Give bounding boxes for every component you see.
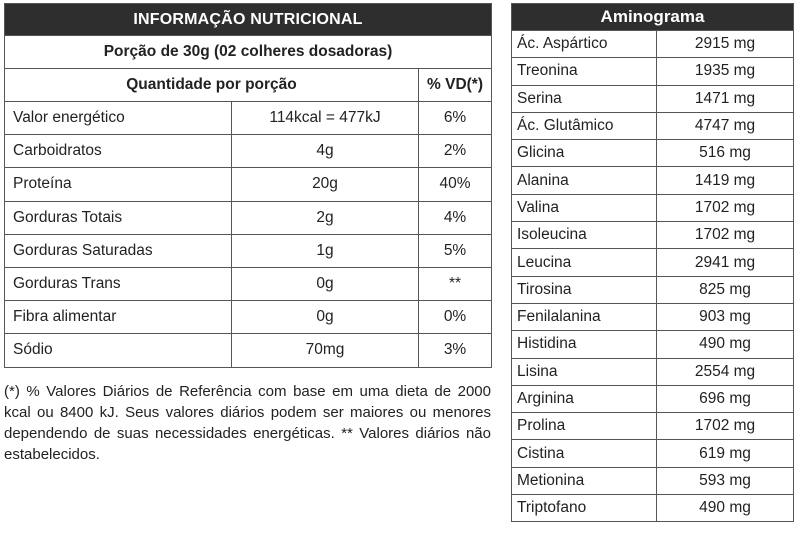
- amino-acid-name: Cistina: [512, 440, 657, 467]
- nutrition-footnote: (*) % Valores Diários de Referência com base em uma dieta de 2000 kcal ou 8400 kJ. Seus valores diários podem ser maiores ou menores dependendo de suas necessidades energéticas. ** Valores diários não estabelecidos.: [4, 383, 491, 463]
- nutrition-row: [5, 234, 492, 267]
- nutrient-name: Gorduras Totais: [5, 201, 232, 234]
- nutrient-vd: **: [419, 267, 492, 300]
- nutrient-vd: 4%: [419, 201, 492, 234]
- column-header-row: [5, 69, 492, 102]
- amino-acid-value: 2915 mg: [657, 31, 794, 58]
- nutrient-quantity: 0g: [232, 301, 419, 334]
- nutrition-title-row: [5, 4, 492, 36]
- amino-acid-name: Treonina: [512, 58, 657, 85]
- nutrient-vd: 40%: [419, 168, 492, 201]
- nutrient-quantity: 70mg: [232, 334, 419, 367]
- nutrient-name: Gorduras Trans: [5, 267, 232, 300]
- aminogram-row: [512, 58, 794, 85]
- aminogram-table: [511, 3, 794, 522]
- aminogram-row: [512, 194, 794, 221]
- aminogram-row: [512, 440, 794, 467]
- aminogram-row: [512, 140, 794, 167]
- amino-acid-value: 903 mg: [657, 303, 794, 330]
- amino-acid-value: 2941 mg: [657, 249, 794, 276]
- portion-label: Porção de 30g (02 colheres dosadoras): [5, 36, 492, 69]
- amino-acid-name: Prolina: [512, 413, 657, 440]
- nutrition-facts-panel: [4, 3, 491, 368]
- aminogram-row: [512, 467, 794, 494]
- amino-acid-name: Tirosina: [512, 276, 657, 303]
- amino-acid-value: 1935 mg: [657, 58, 794, 85]
- aminogram-title: Aminograma: [512, 4, 794, 31]
- amino-acid-name: Isoleucina: [512, 222, 657, 249]
- aminogram-row: [512, 276, 794, 303]
- amino-acid-name: Lisina: [512, 358, 657, 385]
- nutrient-name: Gorduras Saturadas: [5, 234, 232, 267]
- amino-acid-value: 2554 mg: [657, 358, 794, 385]
- nutrient-vd: 2%: [419, 135, 492, 168]
- aminogram-row: [512, 303, 794, 330]
- amino-acid-name: Alanina: [512, 167, 657, 194]
- nutrient-quantity: 1g: [232, 234, 419, 267]
- amino-acid-name: Metionina: [512, 467, 657, 494]
- nutrition-row: [5, 301, 492, 334]
- aminogram-row: [512, 85, 794, 112]
- nutrition-title: INFORMAÇÃO NUTRICIONAL: [5, 4, 492, 36]
- amino-acid-name: Histidina: [512, 331, 657, 358]
- amino-acid-name: Ác. Glutâmico: [512, 112, 657, 139]
- amino-acid-value: 4747 mg: [657, 112, 794, 139]
- aminogram-row: [512, 222, 794, 249]
- nutrition-row: [5, 334, 492, 367]
- amino-acid-value: 593 mg: [657, 467, 794, 494]
- amino-acid-value: 1702 mg: [657, 413, 794, 440]
- aminogram-row: [512, 112, 794, 139]
- nutrient-vd: 5%: [419, 234, 492, 267]
- amino-acid-value: 490 mg: [657, 495, 794, 522]
- nutrient-quantity: 114kcal = 477kJ: [232, 102, 419, 135]
- aminogram-row: [512, 385, 794, 412]
- amino-acid-value: 490 mg: [657, 331, 794, 358]
- aminogram-row: [512, 331, 794, 358]
- aminogram-row: [512, 167, 794, 194]
- aminogram-row: [512, 31, 794, 58]
- amino-acid-value: 825 mg: [657, 276, 794, 303]
- aminogram-row: [512, 413, 794, 440]
- nutrient-quantity: 2g: [232, 201, 419, 234]
- amino-acid-name: Glicina: [512, 140, 657, 167]
- nutrition-row: [5, 102, 492, 135]
- nutrient-name: Carboidratos: [5, 135, 232, 168]
- aminogram-row: [512, 495, 794, 522]
- nutrition-table: [4, 3, 492, 368]
- amino-acid-value: 1471 mg: [657, 85, 794, 112]
- nutrition-row: [5, 135, 492, 168]
- nutrient-quantity: 4g: [232, 135, 419, 168]
- nutrient-vd: 3%: [419, 334, 492, 367]
- amino-acid-value: 1702 mg: [657, 194, 794, 221]
- amino-acid-name: Leucina: [512, 249, 657, 276]
- amino-acid-name: Valina: [512, 194, 657, 221]
- aminogram-row: [512, 358, 794, 385]
- amino-acid-value: 619 mg: [657, 440, 794, 467]
- amino-acid-name: Ác. Aspártico: [512, 31, 657, 58]
- nutrient-name: Proteína: [5, 168, 232, 201]
- amino-acid-name: Serina: [512, 85, 657, 112]
- amino-acid-value: 696 mg: [657, 385, 794, 412]
- portion-row: [5, 36, 492, 69]
- nutrient-name: Fibra alimentar: [5, 301, 232, 334]
- aminogram-panel: [511, 3, 793, 522]
- amino-acid-name: Triptofano: [512, 495, 657, 522]
- nutrition-row: [5, 267, 492, 300]
- nutrient-vd: 6%: [419, 102, 492, 135]
- nutrient-vd: 0%: [419, 301, 492, 334]
- nutrient-quantity: 20g: [232, 168, 419, 201]
- aminogram-title-row: [512, 4, 794, 31]
- aminogram-row: [512, 249, 794, 276]
- amino-acid-name: Arginina: [512, 385, 657, 412]
- nutrient-name: Sódio: [5, 334, 232, 367]
- nutrition-row: [5, 201, 492, 234]
- nutrition-row: [5, 168, 492, 201]
- amino-acid-value: 1702 mg: [657, 222, 794, 249]
- quantity-header: Quantidade por porção: [5, 69, 419, 102]
- vd-header: % VD(*): [419, 69, 492, 102]
- amino-acid-value: 516 mg: [657, 140, 794, 167]
- amino-acid-name: Fenilalanina: [512, 303, 657, 330]
- amino-acid-value: 1419 mg: [657, 167, 794, 194]
- nutrient-quantity: 0g: [232, 267, 419, 300]
- nutrient-name: Valor energético: [5, 102, 232, 135]
